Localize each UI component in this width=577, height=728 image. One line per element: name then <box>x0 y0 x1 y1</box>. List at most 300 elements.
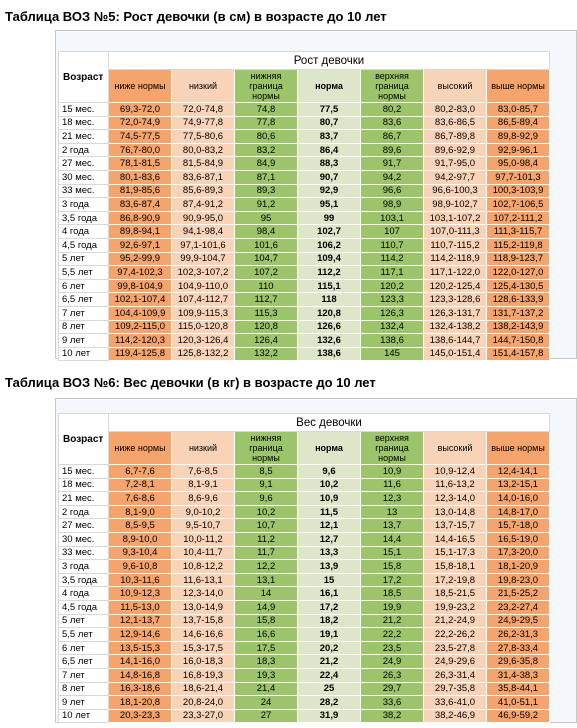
value-cell: 26,3-31,4 <box>424 668 487 682</box>
value-cell: 107,2 <box>235 266 298 280</box>
value-cell: 23,2-27,4 <box>487 600 550 614</box>
age-cell: 3 года <box>59 198 109 212</box>
value-cell: 119,4-125,8 <box>109 347 172 361</box>
value-cell: 10,9 <box>361 465 424 479</box>
value-cell: 15,1-17,3 <box>424 546 487 560</box>
value-cell: 100,3-103,9 <box>487 184 550 198</box>
value-cell: 28,2 <box>298 696 361 710</box>
value-cell: 98,9 <box>361 198 424 212</box>
value-cell: 86,7-89,8 <box>424 130 487 144</box>
age-cell: 5,5 лет <box>59 266 109 280</box>
value-cell: 20,8-24,0 <box>172 696 235 710</box>
value-cell: 13,3 <box>298 546 361 560</box>
age-cell: 8 лет <box>59 320 109 334</box>
value-cell: 107,4-112,7 <box>172 293 235 307</box>
value-cell: 10,2 <box>235 505 298 519</box>
value-cell: 14,0-16,0 <box>487 492 550 506</box>
value-cell: 15,7-18,0 <box>487 519 550 533</box>
table-row <box>59 252 550 266</box>
age-cell: 30 мес. <box>59 532 109 546</box>
value-cell: 24,9-29,6 <box>424 655 487 669</box>
value-cell: 10,4-11,7 <box>172 546 235 560</box>
value-cell: 99,9-104,7 <box>172 252 235 266</box>
value-cell: 18,1-20,8 <box>109 696 172 710</box>
age-cell: 7 лет <box>59 306 109 320</box>
value-cell: 110 <box>235 279 298 293</box>
age-cell: 27 мес. <box>59 519 109 533</box>
age-cell: 3,5 года <box>59 211 109 225</box>
age-cell: 6,5 лет <box>59 293 109 307</box>
value-cell: 80,2-83,0 <box>424 103 487 117</box>
table-row <box>59 293 550 307</box>
value-cell: 8,5-9,5 <box>109 519 172 533</box>
value-cell: 11,5-13,0 <box>109 600 172 614</box>
column-header: ниже нормы <box>109 70 172 103</box>
value-cell: 99 <box>298 211 361 225</box>
table-row <box>59 600 550 614</box>
value-cell: 22,2 <box>361 628 424 642</box>
value-cell: 151,4-157,8 <box>487 347 550 361</box>
age-cell: 30 мес. <box>59 170 109 184</box>
column-header: ниже нормы <box>109 432 172 465</box>
value-cell: 81,9-85,6 <box>109 184 172 198</box>
age-cell: 18 мес. <box>59 116 109 130</box>
value-cell: 102,7 <box>298 225 361 239</box>
table-row <box>59 519 550 533</box>
table-row <box>59 696 550 710</box>
value-cell: 109,2-115,0 <box>109 320 172 334</box>
age-cell: 6,5 лет <box>59 655 109 669</box>
value-cell: 109,9-115,3 <box>172 306 235 320</box>
value-cell: 16,0-18,3 <box>172 655 235 669</box>
value-cell: 110,7 <box>361 238 424 252</box>
value-cell: 8,1-9,1 <box>172 478 235 492</box>
table-row <box>59 628 550 642</box>
weight-table <box>58 413 550 723</box>
value-cell: 126,3 <box>361 306 424 320</box>
value-cell: 26,2-31,3 <box>487 628 550 642</box>
table-row <box>59 347 550 361</box>
age-cell: 8 лет <box>59 682 109 696</box>
value-cell: 74,5-77,5 <box>109 130 172 144</box>
value-cell: 17,2 <box>361 573 424 587</box>
value-cell: 14,1-16,0 <box>109 655 172 669</box>
weight-table-frame <box>55 398 577 723</box>
table-row <box>59 170 550 184</box>
value-cell: 9,6 <box>298 465 361 479</box>
value-cell: 14,9 <box>235 600 298 614</box>
value-cell: 111,3-115,7 <box>487 225 550 239</box>
value-cell: 145 <box>361 347 424 361</box>
height-table-frame <box>55 30 577 359</box>
column-header: нижняя граница нормы <box>235 70 298 103</box>
value-cell: 102,1-107,4 <box>109 293 172 307</box>
value-cell: 10,7 <box>235 519 298 533</box>
value-cell: 118,9-123,7 <box>487 252 550 266</box>
table-row <box>59 465 550 479</box>
column-header: нижняя граница нормы <box>235 432 298 465</box>
value-cell: 14,8-17,0 <box>487 505 550 519</box>
value-cell: 9,3-10,4 <box>109 546 172 560</box>
value-cell: 138,6 <box>361 334 424 348</box>
value-cell: 126,6 <box>298 320 361 334</box>
age-cell: 2 года <box>59 505 109 519</box>
value-cell: 80,0-83,2 <box>172 143 235 157</box>
value-cell: 117,1 <box>361 266 424 280</box>
value-cell: 123,3-128,6 <box>424 293 487 307</box>
value-cell: 17,3-20,0 <box>487 546 550 560</box>
value-cell: 103,1-107,2 <box>424 211 487 225</box>
column-header: выше нормы <box>487 432 550 465</box>
age-cell: 21 мес. <box>59 492 109 506</box>
value-cell: 7,2-8,1 <box>109 478 172 492</box>
table-row <box>59 279 550 293</box>
table-row <box>59 143 550 157</box>
value-cell: 80,2 <box>361 103 424 117</box>
value-cell: 9,6-10,8 <box>109 560 172 574</box>
value-cell: 107 <box>361 225 424 239</box>
value-cell: 144,7-150,8 <box>487 334 550 348</box>
value-cell: 21,5-25,2 <box>487 587 550 601</box>
value-cell: 94,2 <box>361 170 424 184</box>
height-table <box>58 51 550 361</box>
value-cell: 13,7 <box>361 519 424 533</box>
value-cell: 98,9-102,7 <box>424 198 487 212</box>
value-cell: 31,4-38,3 <box>487 668 550 682</box>
value-cell: 20,2 <box>298 641 361 655</box>
value-cell: 29,7 <box>361 682 424 696</box>
value-cell: 104,7 <box>235 252 298 266</box>
age-cell: 6 лет <box>59 641 109 655</box>
value-cell: 15 <box>298 573 361 587</box>
value-cell: 83,7 <box>298 130 361 144</box>
value-cell: 10,2 <box>298 478 361 492</box>
value-cell: 29,6-35,8 <box>487 655 550 669</box>
value-cell: 11,6 <box>361 478 424 492</box>
table-row <box>59 320 550 334</box>
value-cell: 46,9-59,2 <box>487 709 550 723</box>
value-cell: 125,4-130,5 <box>487 279 550 293</box>
value-cell: 35,8-44,1 <box>487 682 550 696</box>
value-cell: 91,2 <box>235 198 298 212</box>
value-cell: 10,3-11,6 <box>109 573 172 587</box>
value-cell: 12,3-14,0 <box>172 587 235 601</box>
column-header: верхняя граница нормы <box>361 70 424 103</box>
value-cell: 18,6-21,4 <box>172 682 235 696</box>
value-cell: 11,5 <box>298 505 361 519</box>
value-cell: 138,2-143,9 <box>487 320 550 334</box>
table-row <box>59 560 550 574</box>
value-cell: 24,9-29,5 <box>487 614 550 628</box>
value-cell: 11,6-13,1 <box>172 573 235 587</box>
value-cell: 15,8 <box>235 614 298 628</box>
age-cell: 33 мес. <box>59 184 109 198</box>
value-cell: 10,8-12,2 <box>172 560 235 574</box>
value-cell: 19,3 <box>235 668 298 682</box>
value-cell: 132,4 <box>361 320 424 334</box>
age-header: Возраст <box>59 414 109 465</box>
value-cell: 102,3-107,2 <box>172 266 235 280</box>
value-cell: 24 <box>235 696 298 710</box>
age-cell: 15 мес. <box>59 465 109 479</box>
value-cell: 21,2-24,9 <box>424 614 487 628</box>
value-cell: 120,8 <box>298 306 361 320</box>
value-cell: 120,3-126,4 <box>172 334 235 348</box>
value-cell: 17,5 <box>235 641 298 655</box>
value-cell: 107,0-111,3 <box>424 225 487 239</box>
value-cell: 77,5 <box>298 103 361 117</box>
value-cell: 83,0-85,7 <box>487 103 550 117</box>
value-cell: 115,3 <box>235 306 298 320</box>
value-cell: 123,3 <box>361 293 424 307</box>
age-cell: 18 мес. <box>59 478 109 492</box>
age-cell: 7 лет <box>59 668 109 682</box>
value-cell: 102,7-106,5 <box>487 198 550 212</box>
value-cell: 86,7 <box>361 130 424 144</box>
value-cell: 11,2 <box>235 532 298 546</box>
table-row <box>59 103 550 117</box>
value-cell: 14,4 <box>361 532 424 546</box>
value-cell: 13,0-14,9 <box>172 600 235 614</box>
value-cell: 95,2-99,9 <box>109 252 172 266</box>
age-cell: 3,5 года <box>59 573 109 587</box>
value-cell: 19,9 <box>361 600 424 614</box>
value-cell: 83,6 <box>361 116 424 130</box>
age-cell: 9 лет <box>59 696 109 710</box>
value-cell: 38,2-46,9 <box>424 709 487 723</box>
value-cell: 27,8-33,4 <box>487 641 550 655</box>
value-cell: 104,9-110,0 <box>172 279 235 293</box>
age-cell: 10 лет <box>59 709 109 723</box>
value-cell: 16,5-19,0 <box>487 532 550 546</box>
value-cell: 16,3-18,6 <box>109 682 172 696</box>
value-cell: 19,1 <box>298 628 361 642</box>
value-cell: 33,6 <box>361 696 424 710</box>
value-cell: 83,6-87,1 <box>172 170 235 184</box>
value-cell: 13 <box>361 505 424 519</box>
value-cell: 12,3 <box>361 492 424 506</box>
value-cell: 18,3 <box>235 655 298 669</box>
age-cell: 4 года <box>59 225 109 239</box>
table-row <box>59 614 550 628</box>
value-cell: 106,2 <box>298 238 361 252</box>
value-cell: 23,5 <box>361 641 424 655</box>
value-cell: 14,6-16,6 <box>172 628 235 642</box>
column-header: низкий <box>172 70 235 103</box>
value-cell: 92,9 <box>298 184 361 198</box>
age-cell: 15 мес. <box>59 103 109 117</box>
age-cell: 5 лет <box>59 614 109 628</box>
value-cell: 109,4 <box>298 252 361 266</box>
table-row <box>59 587 550 601</box>
value-cell: 13,2-15,1 <box>487 478 550 492</box>
value-cell: 8,1-9,0 <box>109 505 172 519</box>
value-cell: 15,8-18,1 <box>424 560 487 574</box>
column-header: высокий <box>424 70 487 103</box>
age-cell: 5 лет <box>59 252 109 266</box>
age-cell: 10 лет <box>59 347 109 361</box>
value-cell: 9,5-10,7 <box>172 519 235 533</box>
table-row <box>59 238 550 252</box>
age-header: Возраст <box>59 52 109 103</box>
value-cell: 20,3-23,3 <box>109 709 172 723</box>
value-cell: 80,7 <box>298 116 361 130</box>
value-cell: 97,4-102,3 <box>109 266 172 280</box>
value-cell: 87,4-91,2 <box>172 198 235 212</box>
age-cell: 3 года <box>59 560 109 574</box>
value-cell: 120,2 <box>361 279 424 293</box>
value-cell: 83,6-86,5 <box>424 116 487 130</box>
age-cell: 4,5 года <box>59 238 109 252</box>
value-cell: 112,2 <box>298 266 361 280</box>
table-row <box>59 641 550 655</box>
value-cell: 17,2 <box>298 600 361 614</box>
value-cell: 132,2 <box>235 347 298 361</box>
value-cell: 16,8-19,3 <box>172 668 235 682</box>
age-cell: 9 лет <box>59 334 109 348</box>
value-cell: 80,1-83,6 <box>109 170 172 184</box>
age-cell: 21 мес. <box>59 130 109 144</box>
value-cell: 12,1 <box>298 519 361 533</box>
value-cell: 94,1-98,4 <box>172 225 235 239</box>
value-cell: 10,9 <box>298 492 361 506</box>
value-cell: 9,1 <box>235 478 298 492</box>
table-row <box>59 709 550 723</box>
age-cell: 5,5 лет <box>59 628 109 642</box>
value-cell: 90,7 <box>298 170 361 184</box>
value-cell: 21,2 <box>298 655 361 669</box>
value-cell: 81,5-84,9 <box>172 157 235 171</box>
value-cell: 87,1 <box>235 170 298 184</box>
value-cell: 74,8 <box>235 103 298 117</box>
value-cell: 96,6 <box>361 184 424 198</box>
group-header: Рост девочки <box>109 52 550 70</box>
value-cell: 115,2-119,8 <box>487 238 550 252</box>
value-cell: 6,7-7,6 <box>109 465 172 479</box>
value-cell: 11,6-13,2 <box>424 478 487 492</box>
value-cell: 15,1 <box>361 546 424 560</box>
value-cell: 114,2-118,9 <box>424 252 487 266</box>
value-cell: 114,2 <box>361 252 424 266</box>
value-cell: 114,2-120,3 <box>109 334 172 348</box>
value-cell: 15,3-17,5 <box>172 641 235 655</box>
value-cell: 104,4-109,9 <box>109 306 172 320</box>
value-cell: 12,1-13,7 <box>109 614 172 628</box>
value-cell: 31,9 <box>298 709 361 723</box>
value-cell: 115,0-120,8 <box>172 320 235 334</box>
value-cell: 89,3 <box>235 184 298 198</box>
value-cell: 122,0-127,0 <box>487 266 550 280</box>
value-cell: 98,4 <box>235 225 298 239</box>
value-cell: 74,9-77,8 <box>172 116 235 130</box>
value-cell: 23,3-27,0 <box>172 709 235 723</box>
value-cell: 94,2-97,7 <box>424 170 487 184</box>
value-cell: 84,9 <box>235 157 298 171</box>
value-cell: 16,6 <box>235 628 298 642</box>
table-row <box>59 306 550 320</box>
value-cell: 96,6-100,3 <box>424 184 487 198</box>
table2-title: Таблица ВОЗ №6: Вес девочки (в кг) в возрасте до 10 лет <box>5 375 376 390</box>
value-cell: 15,8 <box>361 560 424 574</box>
column-header: выше нормы <box>487 70 550 103</box>
value-cell: 86,4 <box>298 143 361 157</box>
value-cell: 145,0-151,4 <box>424 347 487 361</box>
value-cell: 91,7-95,0 <box>424 157 487 171</box>
value-cell: 83,2 <box>235 143 298 157</box>
value-cell: 12,3-14,0 <box>424 492 487 506</box>
value-cell: 38,2 <box>361 709 424 723</box>
value-cell: 13,1 <box>235 573 298 587</box>
value-cell: 11,7 <box>235 546 298 560</box>
value-cell: 107,2-111,2 <box>487 211 550 225</box>
value-cell: 22,4 <box>298 668 361 682</box>
value-cell: 12,2 <box>235 560 298 574</box>
value-cell: 19,8-23,0 <box>487 573 550 587</box>
age-cell: 4,5 года <box>59 600 109 614</box>
table-row <box>59 130 550 144</box>
value-cell: 138,6 <box>298 347 361 361</box>
value-cell: 14 <box>235 587 298 601</box>
value-cell: 9,0-10,2 <box>172 505 235 519</box>
value-cell: 16,1 <box>298 587 361 601</box>
value-cell: 9,6 <box>235 492 298 506</box>
value-cell: 101,6 <box>235 238 298 252</box>
value-cell: 112,7 <box>235 293 298 307</box>
age-cell: 2 года <box>59 143 109 157</box>
value-cell: 99,8-104,9 <box>109 279 172 293</box>
value-cell: 132,6 <box>298 334 361 348</box>
value-cell: 132,4-138,2 <box>424 320 487 334</box>
value-cell: 24,9 <box>361 655 424 669</box>
table-row <box>59 157 550 171</box>
value-cell: 8,5 <box>235 465 298 479</box>
value-cell: 8,6-9,6 <box>172 492 235 506</box>
value-cell: 18,5 <box>361 587 424 601</box>
value-cell: 126,4 <box>235 334 298 348</box>
value-cell: 76,7-80,0 <box>109 143 172 157</box>
value-cell: 13,0-14,8 <box>424 505 487 519</box>
table-row <box>59 573 550 587</box>
table1-title: Таблица ВОЗ №5: Рост девочки (в см) в возрасте до 10 лет <box>5 9 387 24</box>
value-cell: 115,1 <box>298 279 361 293</box>
value-cell: 69,3-72,0 <box>109 103 172 117</box>
value-cell: 138,6-144,7 <box>424 334 487 348</box>
value-cell: 14,8-16,8 <box>109 668 172 682</box>
value-cell: 120,8 <box>235 320 298 334</box>
value-cell: 72,0-74,8 <box>172 103 235 117</box>
value-cell: 91,7 <box>361 157 424 171</box>
value-cell: 97,1-101,6 <box>172 238 235 252</box>
value-cell: 77,5-80,6 <box>172 130 235 144</box>
table-row <box>59 198 550 212</box>
table-row <box>59 211 550 225</box>
table-row <box>59 505 550 519</box>
value-cell: 21,4 <box>235 682 298 696</box>
table-row <box>59 116 550 130</box>
table-row <box>59 668 550 682</box>
column-header: норма <box>298 432 361 465</box>
value-cell: 7,6-8,6 <box>109 492 172 506</box>
value-cell: 78,1-81,5 <box>109 157 172 171</box>
value-cell: 92,6-97,1 <box>109 238 172 252</box>
table-row <box>59 655 550 669</box>
value-cell: 18,1-20,9 <box>487 560 550 574</box>
value-cell: 27 <box>235 709 298 723</box>
table-row <box>59 682 550 696</box>
table-row <box>59 184 550 198</box>
value-cell: 13,7-15,8 <box>172 614 235 628</box>
column-header: верхняя граница нормы <box>361 432 424 465</box>
